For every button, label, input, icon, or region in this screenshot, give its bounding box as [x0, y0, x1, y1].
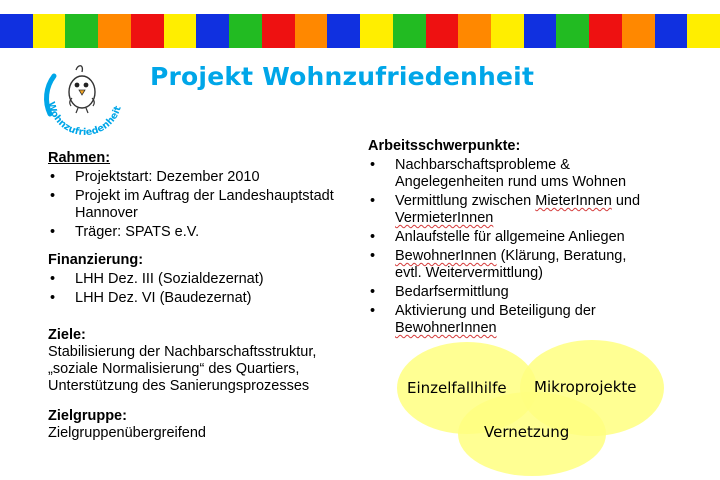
logo-text: Wohnzufriedenheit	[45, 100, 124, 139]
venn-label-right: Mikroprojekte	[534, 378, 637, 396]
page-title: Projekt Wohnzufriedenheit	[150, 62, 535, 91]
section-rahmen	[48, 150, 358, 241]
list-item: • LHH Dez. III (Sozialdezernat)	[50, 271, 264, 287]
zielgruppe-heading: Zielgruppe:	[48, 408, 127, 424]
ziele-line: Unterstützung des Sanierungsprozesses	[48, 378, 310, 394]
stripe-block	[98, 14, 131, 48]
stripe-block	[0, 14, 33, 48]
stripe-block	[458, 14, 491, 48]
stripe-block	[65, 14, 98, 48]
list-item: • LHH Dez. VI (Baudezernat)	[50, 290, 252, 306]
finanzierung-heading: Finanzierung:	[48, 252, 144, 268]
section-finanzierung	[48, 252, 358, 307]
stripe-block	[687, 14, 720, 48]
list-item: • Nachbarschaftsprobleme & Angelegenheiten rund ums Wohnen	[370, 157, 627, 190]
rahmen-heading: Rahmen:	[48, 150, 111, 166]
venn-label-bottom: Vernetzung	[484, 423, 570, 441]
stripe-block	[131, 14, 164, 48]
stripe-block	[622, 14, 655, 48]
stripe-block	[327, 14, 360, 48]
section-zielgruppe	[48, 408, 358, 442]
stripe-block	[360, 14, 393, 48]
ziele-heading: Ziele:	[48, 327, 86, 343]
bird-icon	[69, 66, 95, 113]
list-item: • Träger: SPATS e.V.	[50, 224, 200, 240]
stripe-block	[589, 14, 622, 48]
list-item: • Bedarfsermittlung	[370, 284, 509, 300]
list-item: • Aktivierung und Beteiligung der BewohnerInnen	[370, 303, 596, 336]
stripe-block	[164, 14, 197, 48]
stripe-block	[295, 14, 328, 48]
stripe-block	[655, 14, 688, 48]
list-item: • BewohnerInnen (Klärung, Beratung, evtl. Weitervermittlung)	[370, 248, 627, 281]
section-ziele	[48, 327, 358, 395]
stripe-block	[556, 14, 589, 48]
stripe-block	[33, 14, 66, 48]
right-column	[368, 138, 708, 337]
list-item: • Anlaufstelle für allgemeine Anliegen	[370, 229, 625, 245]
left-column	[48, 150, 358, 442]
stripe-block	[426, 14, 459, 48]
list-item: • Vermittlung zwischen MieterInnen und VermieterInnen	[370, 193, 641, 226]
stripe-block	[491, 14, 524, 48]
stripe-block	[393, 14, 426, 48]
rahmen-list	[48, 169, 358, 241]
ziele-line: Stabilisierung der Nachbarschaftsstruktur,	[48, 344, 317, 360]
color-stripe	[0, 14, 720, 48]
arbeitsschwerpunkte-list	[368, 157, 708, 337]
venn-diagram	[395, 338, 695, 478]
finanzierung-list	[48, 271, 358, 307]
logo	[38, 58, 132, 144]
stripe-block	[524, 14, 557, 48]
ziele-line: „soziale Normalisierung“ des Quartiers,	[48, 361, 300, 377]
stripe-block	[229, 14, 262, 48]
list-item: • Projektstart: Dezember 2010	[50, 169, 260, 185]
venn-label-left: Einzelfallhilfe	[407, 379, 507, 397]
stripe-block	[262, 14, 295, 48]
arbeitsschwerpunkte-heading: Arbeitsschwerpunkte:	[368, 138, 521, 154]
stripe-block	[196, 14, 229, 48]
list-item: • Projekt im Auftrag der Landeshauptstadt Hannover	[50, 188, 334, 221]
zielgruppe-text: Zielgruppenübergreifend	[48, 425, 206, 441]
